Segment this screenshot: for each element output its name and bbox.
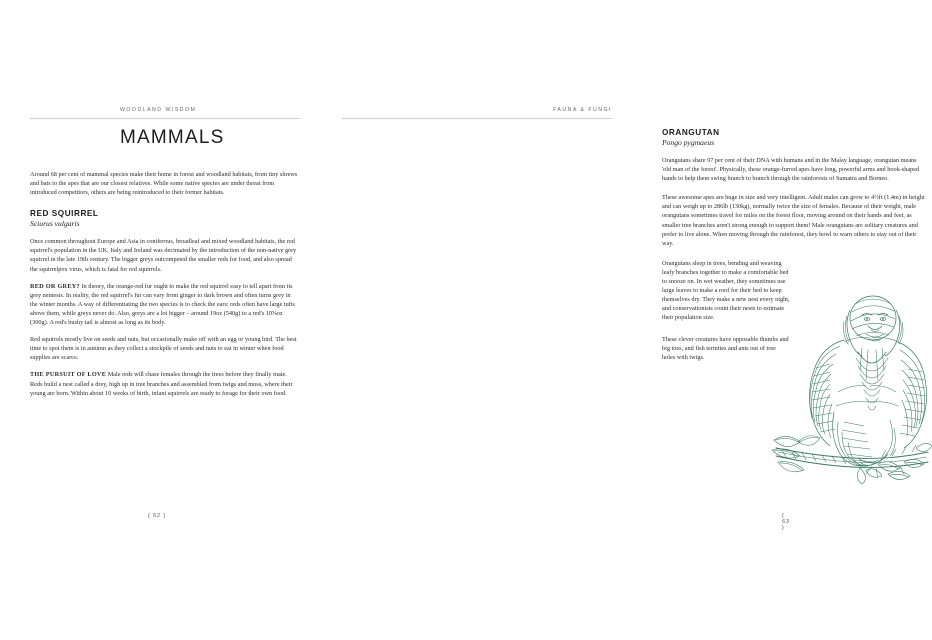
paragraph-text: In theory, the orange-red fur ought to make the red squirrel easy to tell apart from its grey nemesis. In reality, the red squirrel's fur can vary from ginger to dark brown and often turns grey in the winter months. A way of differentiating the two species is to check the ears: reds often have large tufts above them, while greys never do. Also, greys are a lot bigger – around 19oz (540g) to a red's 10⅝oz (300g). A red's bushy tail is almost as long as its body. (30, 282, 295, 327)
paragraph-lead-in: THE PURSUIT OF LOVE (30, 371, 107, 379)
page-title: MAMMALS (120, 127, 225, 148)
left-column-body (30, 170, 298, 406)
paragraph-text: Red squirrels mostly live on seeds and nuts, but occasionally make off with an egg or young bird. The best time to spot them is in autumn as they collect a stockpile of seeds and nuts to eat in winter when food supplies are scarce. (30, 336, 297, 362)
section-title-orangutan: ORANGUTAN (662, 128, 720, 137)
paragraph-text: These clever creatures have opposable thumbs and big toes, and fish termites and ants out of tree holes with twigs. (662, 335, 789, 361)
paragraph-text: These awesome apes are huge in size and very intelligent. Adult males can grow to 4½ft (1.4m) in height and can weigh up to 286lb (130kg), normally twice the size of females. Because of their weight, male orangutans sometimes travel for miles on the forest floor, moving around on their hands and feet, as smaller tree branches aren't strong enough to support them! Male orangutans are solitary creatures and prefer to live alone. When moving through the rainforest, they howl to warn others to stay out of their way. (662, 194, 925, 247)
paragraph (662, 156, 926, 183)
paragraph (662, 335, 790, 362)
paragraph-lead-in: RED OR GREY? (30, 282, 80, 290)
paragraph (30, 282, 298, 327)
section-latin-name-red-squirrel: Sciurus vulgaris (30, 219, 80, 229)
orangutan-illustration-svg (772, 272, 932, 487)
folio-right: { 63 } (782, 513, 790, 531)
paragraph (30, 370, 298, 397)
running-head-right: FAUNA & FUNGI (553, 107, 612, 113)
folio-left: { 62 } (148, 513, 166, 519)
intro-paragraph: Around 68 per cent of mammal species make their home in forest and woodland habitats, from tiny shrews and bats to the apes that are our closest relatives. While some native species are under threat from introduced competitors, others are being reintroduced to their former habitats. (30, 171, 298, 197)
paragraph-text: Orangutans share 97 per cent of their DNA with humans and in the Malay language, orangutan means 'old man of the forest'. Physically, these orange-furred apes have long, powerful arms and hook-shaped hands to help them swing branch to branch through the rainforests of Sumatra and Borneo. (662, 157, 920, 183)
header-rule-right (342, 118, 612, 119)
section-latin-name-orangutan: Pongo pygmaeus (662, 138, 715, 147)
paragraph (662, 193, 926, 248)
paragraph (30, 237, 298, 273)
right-page (320, 0, 925, 640)
paragraph-text: Male reds will chase females through the trees before they finally mate. Reds build a nest called a drey, high up in tree branches and assembled from twigs and moss, where their young are born. Within about 10 weeks of birth, infant squirrels are ready to forage for their own food. (30, 371, 293, 397)
paragraph-text: Once common throughout Europe and Asia in coniferous, broadleaf and mixed woodland habitats, the red squirrel's population in the UK, Italy and Ireland was decimated by the introduction of the non-native grey squirrel in the late 19th century. The bigger greys outcompeted the smaller reds for food, and also spread the squirrelpox virus, which is fatal for red squirrels. (30, 238, 297, 273)
paragraph-text: Orangutans sleep in trees, bending and weaving leafy branches together to make a comfortable bed to snooze on. In wet weather, they sometimes use large leaves to make a roof for their bed to keep themselves dry. They make a new nest every night, and conservationists count their nests to estimate their population size. (662, 259, 790, 322)
running-head-left: WOODLAND WISDOM (120, 107, 197, 113)
header-rule-left (30, 118, 300, 119)
paragraph (662, 259, 790, 323)
left-page (0, 0, 320, 640)
paragraph (30, 335, 298, 362)
section-title-red-squirrel: RED SQUIRREL (30, 209, 99, 219)
orangutan-engraving-illustration (772, 272, 932, 487)
